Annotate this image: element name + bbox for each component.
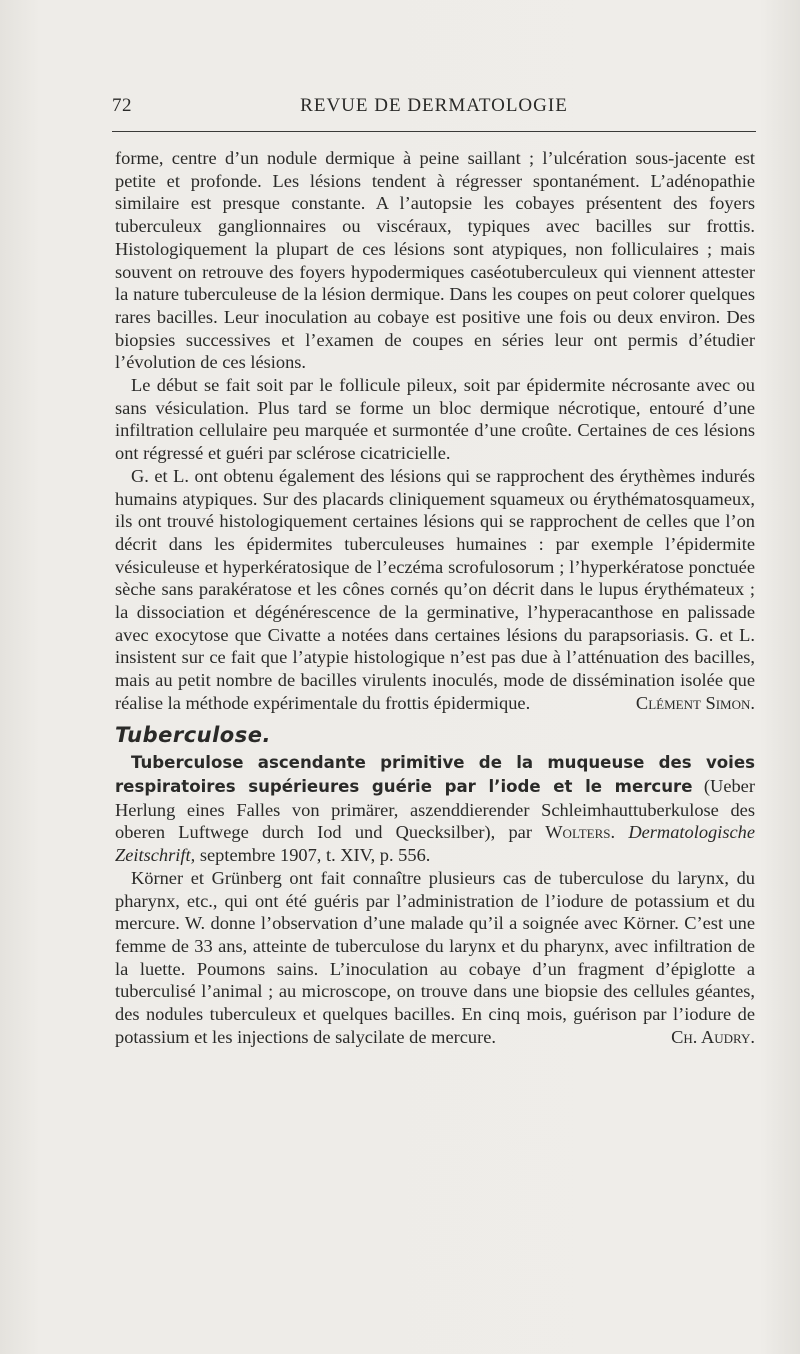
article1-paragraph-3	[115, 465, 755, 715]
section-title: Tuberculose.	[115, 722, 271, 747]
article2-journal: Dermatologische Zeitschrift,	[115, 822, 755, 866]
journal-title: REVUE DE DERMATOLOGIE	[300, 95, 568, 116]
article2-citation: (Ueber Herlung eines Falles von primärer, aszenddierender Schleimhauttuberkulose des oberen Luftwege durch Iod und Quecksilber), par	[115, 775, 755, 843]
running-header	[112, 95, 756, 119]
article2-author: Wolters.	[545, 822, 616, 843]
page-body	[115, 147, 755, 1048]
article2-paragraph-1	[115, 867, 755, 1049]
article1-text-2: Le début se fait soit par le follicule pileux, soit par épidermite nécrosante avec ou sans vésiculation. Plus tard se forme un bloc dermique nécrotique, entouré d’une infiltration cellulaire peu marquée et surmontée d’une croûte. Certaines de ces lésions ont régressé et guéri par sclérose cicatricielle.	[115, 375, 755, 464]
article2-signature: Ch. Audry.	[671, 1026, 755, 1047]
article1-text-1: forme, centre d’un nodule dermique à peine saillant ; l’ulcération sous-jacente est petite et profonde. Les lésions tendent à régresser spontanément. L’adénopathie similaire est presque constante. A l’autopsie les cobayes présentent des foyers tuberculeux ganglionnaires ou viscéraux, typiques avec bacilles sur frottis. Histologiquement la plupart de ces lésions sont atypiques, non folliculaires ; mais souvent on retrouve des foyers hypodermiques caséotuberculeux qui viennent attester la nature tuberculeuse de la lésion dermique. Dans les coupes on peut colorer quelques rares bacilles. Leur inoculation au cobaye est positive une fois ou deux environ. Des biopsies successives et l’examen de coupes en séries leur ont permis d’étudier l’évolution de ces lésions.	[115, 148, 755, 373]
article1-paragraph-2	[115, 374, 755, 465]
article1-text-3: G. et L. ont obtenu également des lésions qui se rapprochent des érythèmes indurés humains atypiques. Sur des placards cliniquement squameux ou érythématosquameux, ils ont trouvé histologiquement certaines lésions qui se rapprochent de celles que l’on décrit dans les épidermites tuberculeuses humaines : par exemple l’épidermite vésiculeuse et hyperkératosique de l’eczéma scrofulosorum ; l’hyperkératose ponctuée sèche sans parakératose et les cônes cornés qu’on décrit dans le lupus érythémateux ; la dissociation et dégénérescence de la germinative, l’hyperacanthose en palissade avec exocytose que Civatte a notées dans certaines lésions du parapsoriasis. G. et L. insistent sur ce fait que l’atypie histologique n’est pas due à l’atténuation des bacilles, mais au petit nombre de bacilles virulents inoculés, mode de dissémination isolée que réalise la méthode expérimentale du frottis épidermique.	[115, 465, 755, 713]
article2-heading: Tuberculose ascendante primitive de la muqueuse des voies respiratoires supérieures guérie par l’iode et le mercure	[115, 753, 755, 796]
article2-date-ref: septembre 1907, t. XIV, p. 556.	[199, 845, 431, 866]
article1-signature: Clément Simon.	[635, 692, 755, 713]
article1-paragraph-1	[115, 147, 755, 374]
page-number: 72	[112, 95, 132, 116]
article2-heading-block	[115, 751, 755, 867]
header-rule	[112, 131, 756, 132]
article2-text-1: Körner et Grünberg ont fait connaître plusieurs cas de tuberculose du larynx, du pharynx, etc., qui ont été guéris par l’administration de l’iodure de potassium et du mercure. W. donne l’observation d’une malade qu’il a soignée avec Körner. C’est une femme de 33 ans, atteinte de tuberculose du larynx et du pharynx, avec infiltration de la luette. Poumons sains. L’inoculation au cobaye d’un fragment d’épiglotte a tuberculisé l’animal ; au microscope, on trouve dans une biopsie des cellules géantes, des nodules tuberculeux et quelques bacilles. En cinq mois, guérison par l’iodure de potassium et les injections de salycilate de mercure.	[115, 867, 755, 1047]
